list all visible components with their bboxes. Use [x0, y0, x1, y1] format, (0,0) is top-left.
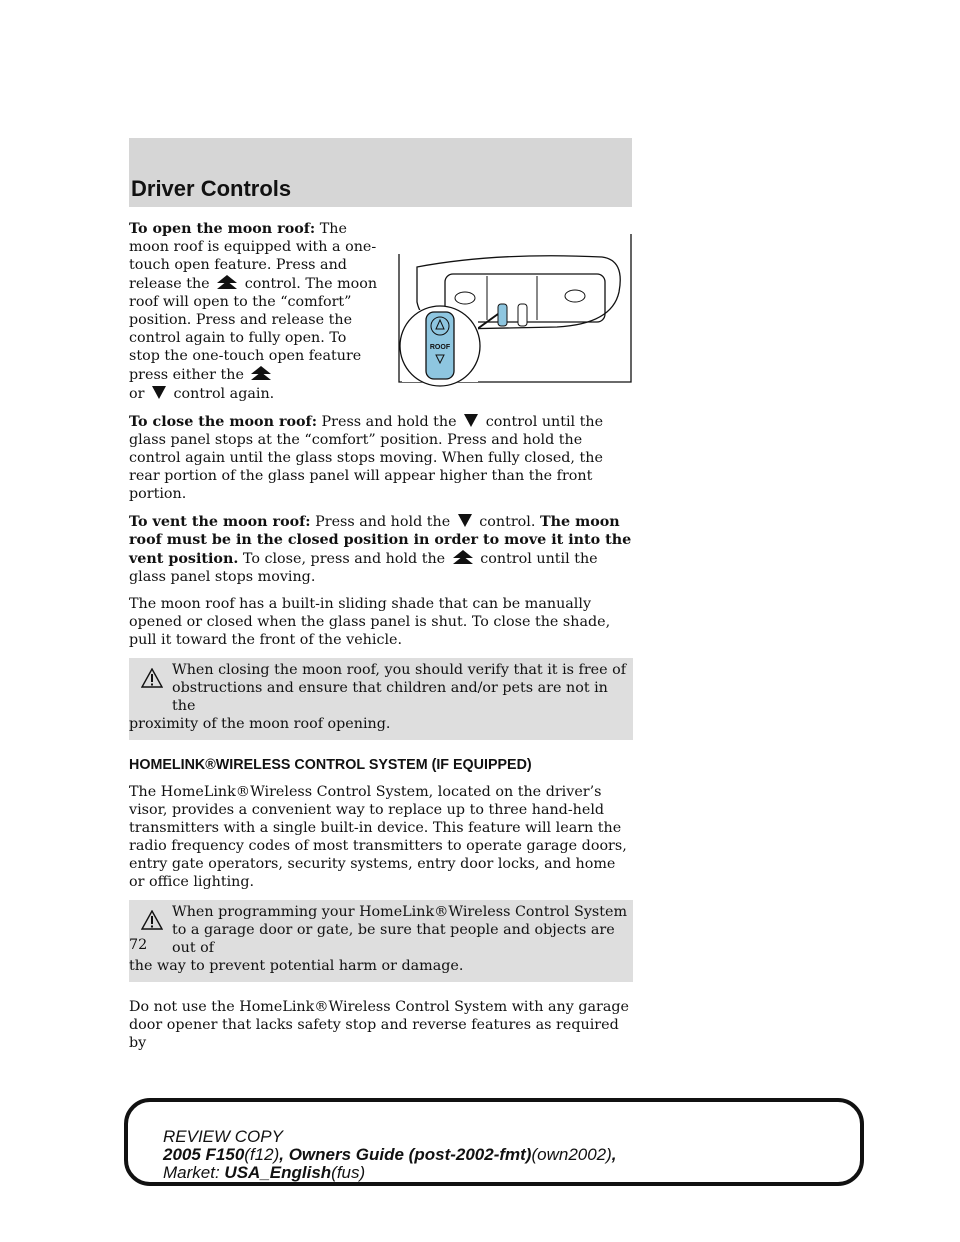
down-arrow-icon — [457, 512, 473, 528]
shade-paragraph: The moon roof has a built-in sliding shade that can be manually opened or closed when the glass panel is shut. To close the shade, pull it toward the front of the vehicle. — [129, 596, 611, 648]
footer-guide-code: (own2002) — [531, 1145, 612, 1164]
footer-market: USA_English — [224, 1163, 332, 1182]
footer-market-label: Market: — [163, 1163, 220, 1182]
roof-switch-label: ROOF — [429, 344, 451, 351]
homelink-warning-text: When programming your HomeLink®Wireless Control System to a garage door or gate, be sure that people and objects are out of — [172, 904, 628, 956]
open-moonroof-text-3: or — [129, 386, 145, 402]
vent-moonroof-text-1: Press and hold the — [315, 514, 451, 530]
footer-market-info — [163, 1164, 365, 1182]
homelink-warning-box — [129, 900, 633, 982]
footer-market-code: (fus) — [331, 1163, 366, 1182]
close-moonroof-lead: To close the moon roof: — [129, 414, 317, 430]
open-moonroof-lead: To open the moon roof: — [129, 221, 316, 237]
open-moonroof-text-4: control again. — [173, 386, 275, 402]
vent-moonroof-paragraph — [129, 512, 633, 586]
vent-moonroof-lead: To vent the moon roof: — [129, 514, 311, 530]
up-arrow-icon — [216, 274, 238, 290]
homelink-warning-text-2: the way to prevent potential harm or damage. — [129, 958, 464, 974]
footer-review-copy: REVIEW COPY — [163, 1127, 283, 1146]
warning-triangle-icon — [141, 668, 163, 688]
open-moonroof-text-1: The moon roof is equipped with a one-touch open feature. Press and release the — [129, 221, 377, 292]
vent-moonroof-text-2: control. — [479, 514, 536, 530]
close-moonroof-text-1: Press and hold the — [321, 414, 457, 430]
up-arrow-icon — [250, 365, 272, 381]
homelink-heading: HOMELINK®WIRELESS CONTROL SYSTEM (IF EQUIPPED) — [129, 757, 532, 773]
moonroof-warning-text-2: proximity of the moon roof opening. — [129, 716, 391, 732]
footer-model: 2005 F150 — [163, 1145, 245, 1164]
up-arrow-icon — [452, 549, 474, 565]
footer-guide: , Owners Guide (post-2002-fmt) — [279, 1145, 532, 1164]
open-moonroof-text-2: control. The moon roof will open to the “comfort” position. Press and release the control again to fully open. To stop the one-touch open feature press either the — [129, 276, 378, 383]
vent-moonroof-bold: The moon roof must be in the closed position in order to move it into the vent position. — [129, 514, 632, 567]
down-arrow-icon — [463, 412, 479, 428]
footer-model-code: (f12) — [244, 1145, 280, 1164]
homelink-last-paragraph: Do not use the HomeLink®Wireless Control System with any garage door opener that lacks safety stop and reverse features as required by — [129, 999, 629, 1051]
close-moonroof-paragraph — [129, 412, 633, 503]
close-moonroof-text-2: control until the glass panel stops at the “comfort” position. Press and hold the control again until the glass stops moving. When fully closed, the rear portion of the glass panel will appear higher than the front portion. — [129, 414, 604, 502]
page-number: 72 — [129, 937, 148, 953]
moonroof-warning-text: When closing the moon roof, you should verify that it is free of obstructions and ensure that children and/or pets are not in the — [172, 662, 627, 714]
page-content — [129, 220, 633, 1061]
homelink-paragraph: The HomeLink®Wireless Control System, located on the driver’s visor, provides a convenient way to replace up to three hand-held transmitters with a single built-in device. This feature will learn the radio frequency codes of most transmitters to operate garage doors, entry gate operators, security systems, entry door locks, and home or office lighting. — [129, 784, 627, 890]
section-title: Driver Controls — [131, 176, 292, 201]
footer-guide-info — [163, 1146, 617, 1164]
down-arrow-icon — [151, 384, 167, 400]
moonroof-warning-box — [129, 658, 633, 740]
open-moonroof-paragraph — [129, 220, 381, 403]
warning-triangle-icon — [141, 910, 163, 930]
vent-moonroof-text-3: To close, press and hold the — [242, 551, 446, 567]
vent-moonroof-text-4: control until the glass panel stops moving. — [129, 551, 598, 585]
footer-comma: , — [611, 1145, 617, 1164]
